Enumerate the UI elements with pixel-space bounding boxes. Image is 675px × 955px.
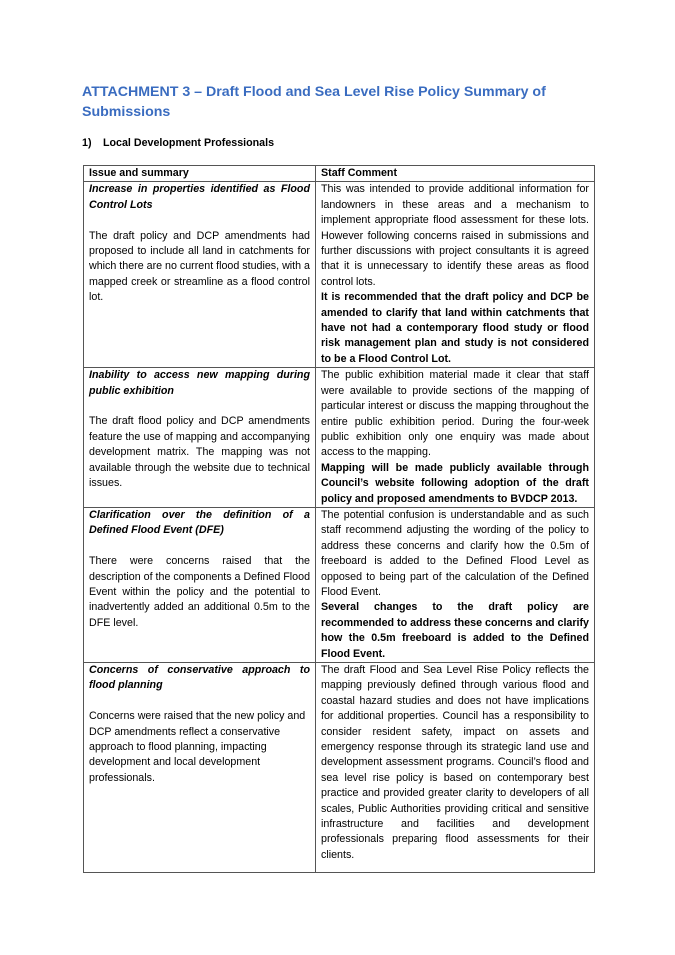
issue-title: Increase in properties identified as Flood Control Lots xyxy=(89,183,310,211)
issue-summary: The draft flood policy and DCP amendments feature the use of mapping and accompanying development matrix. The mapping was not available through the website due to technical issues. xyxy=(89,415,310,490)
issue-title: Concerns of conservative approach to flood planning xyxy=(89,664,310,692)
comment-cell xyxy=(316,507,595,662)
table-row xyxy=(84,368,595,508)
section-heading xyxy=(82,135,274,151)
comment-cell xyxy=(316,182,595,368)
staff-comment: The potential confusion is understandable and as such staff recommend adjusting the wording of the policy to address these concerns and clarify how the 0.5m of freeboard is added to the Defined Flood Level as opposed to being part of the calculation of the Defined Flood Event. xyxy=(321,508,589,598)
header-issue: Issue and summary xyxy=(84,166,316,182)
issue-cell xyxy=(84,663,316,873)
issue-cell xyxy=(84,507,316,662)
staff-comment: The public exhibition material made it clear that staff were available to provide sections of the mapping of particular interest or discuss the mapping throughout the entire public exhibition period. During the four-week public exhibition only one enquiry was made about access to the mapping. xyxy=(321,369,589,459)
issue-summary: The draft policy and DCP amendments had proposed to include all land in catchments for which there are no current flood studies, with a mapped creek or streamline as a flood control lot. xyxy=(89,229,310,304)
table-header-row xyxy=(84,166,595,182)
table-row xyxy=(84,663,595,873)
section-number: 1) xyxy=(82,137,92,149)
table-row xyxy=(84,182,595,368)
submissions-table xyxy=(83,165,595,873)
document-title: ATTACHMENT 3 – Draft Flood and Sea Level Rise Policy Summary of Submissions xyxy=(82,84,546,120)
issue-cell xyxy=(84,182,316,368)
recommendation: Several changes to the draft policy are recommended to address these concerns and clarify how the 0.5m freeboard is added to the Defined Flood Event. xyxy=(321,601,589,660)
staff-comment: The draft Flood and Sea Level Rise Policy reflects the mapping previously defined through various flood and coastal hazard studies and does not have implications for additional properties. Council has a responsibility to consider resident safety, impact on assets and emergency response through its strategic land use and development assessment programs. Council’s flood and sea level rise policy is based on contemporary best practice and provided greater clarity to developers of all scales, Public Authorities providing critical and sensitive infrastructure and facilities and development professionals preparing flood assessments for their clients. xyxy=(321,664,589,861)
issue-summary: Concerns were raised that the new policy and DCP amendments reflect a conservative approach to flood planning, impacting development and local development professionals. xyxy=(89,710,306,784)
issue-title: Clarification over the definition of a Defined Flood Event (DFE) xyxy=(89,508,310,537)
staff-comment: This was intended to provide additional information for landowners in these areas and a mechanism to implement appropriate flood assessment for these lots. However following concerns raised in submissions and further discussions with project consultants it is agreed that it is unnecessary to identify these areas as flood control lots. xyxy=(321,183,589,288)
table-row xyxy=(84,507,595,662)
header-comment: Staff Comment xyxy=(316,166,595,182)
issue-title: Inability to access new mapping during public exhibition xyxy=(89,369,310,397)
recommendation: It is recommended that the draft policy and DCP be amended to clarify that land within catchments that have not had a contemporary flood study or flood risk management plan and study is not considered to be a Flood Control Lot. xyxy=(321,291,589,365)
section-title: Local Development Professionals xyxy=(102,137,275,149)
issue-summary: There were concerns raised that the description of the components a Defined Flood Event within the policy and the potential to inadvertently added an additional 0.5m to the DFE level. xyxy=(89,555,311,629)
recommendation: Mapping will be made publicly available through Council’s website following adoption of the draft policy and proposed amendments to BVDCP 2013. xyxy=(321,461,589,505)
comment-cell xyxy=(316,368,595,508)
comment-cell xyxy=(316,663,595,873)
issue-cell xyxy=(84,368,316,508)
